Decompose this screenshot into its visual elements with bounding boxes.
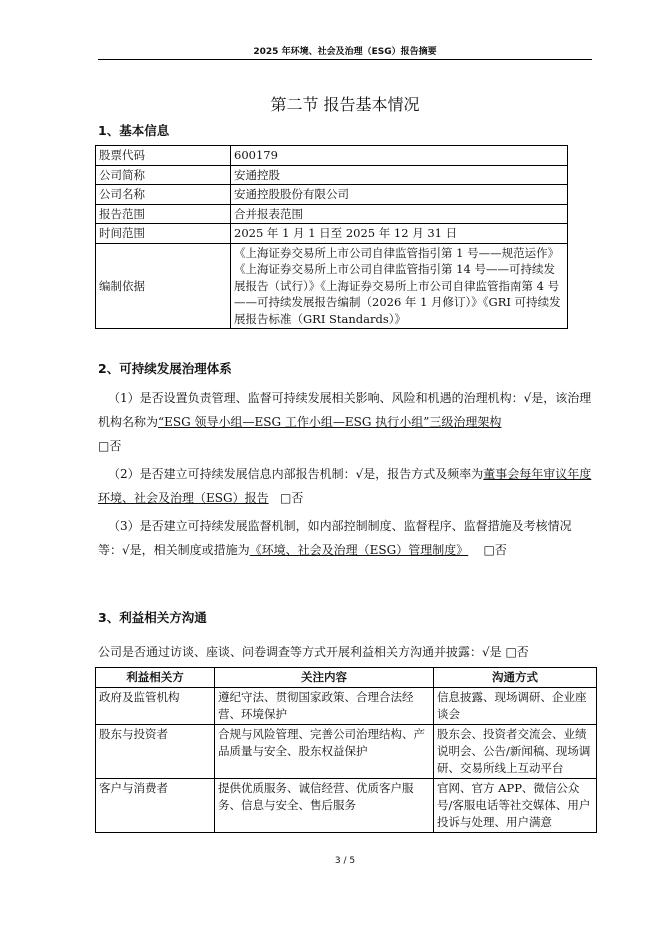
table-row — [96, 243, 568, 329]
page-header: 2025 年环境、社会及治理（ESG）报告摘要 — [253, 47, 437, 57]
method-cell: 股东会、投资者交流会、业绩说明会、公告/新闻稿、现场调研、交易所线上互动平台 — [434, 724, 597, 778]
party-cell: 政府及监管机构 — [96, 687, 215, 724]
row-key: 股票代码 — [96, 146, 231, 166]
basic-info-table — [95, 145, 568, 329]
party-cell: 客户与消费者 — [96, 778, 215, 832]
focus-cell: 提供优质服务、诚信经营、优质客户服务、信息与安全、售后服务 — [215, 778, 434, 832]
q1-text: （1）是否设置负责管理、监督可持续发展相关影响、风险和机遇的治理机构：√是，该治理机构名称为 — [98, 391, 592, 429]
q3-no: □否 — [483, 543, 507, 557]
column-header: 利益相关方 — [96, 668, 215, 688]
row-value: 安通控股股份有限公司 — [231, 185, 568, 205]
governance-q1 — [98, 386, 592, 458]
table-row — [96, 224, 568, 244]
column-header: 关注内容 — [215, 668, 434, 688]
q1-answer: “ESG 领导小组—ESG 工作小组—ESG 执行小组”三级治理架构 — [158, 415, 502, 429]
section-title: 第二节 报告基本情况 — [270, 95, 420, 114]
table-row — [96, 687, 597, 724]
table-row — [96, 778, 597, 832]
q2-text: （2）是否建立可持续发展信息内部报告机制：√是，报告方式及频率为 — [108, 467, 484, 481]
table-header-row — [96, 668, 597, 688]
row-key: 时间范围 — [96, 224, 231, 244]
table-row — [96, 204, 568, 224]
page-number: 3 / 5 — [334, 856, 356, 866]
table-row — [96, 724, 597, 778]
method-cell: 信息披露、现场调研、企业座谈会 — [434, 687, 597, 724]
stakeholder-heading: 3、利益相关方沟通 — [98, 610, 207, 625]
q3-answer: 《环境、社会及治理（ESG）管理制度》 — [249, 543, 469, 557]
stakeholder-intro: 公司是否通过访谈、座谈、问卷调查等方式开展利益相关方沟通并披露：√是 □否 — [98, 645, 529, 659]
q2-answer: 董事会每年审议年度环境、社会及治理（ESG）报告 — [98, 467, 592, 505]
column-header: 沟通方式 — [434, 668, 597, 688]
governance-q3 — [98, 514, 592, 562]
row-value: 2025 年 1 月 1 日至 2025 年 12 月 31 日 — [231, 224, 568, 244]
q1-no: □否 — [98, 439, 122, 453]
focus-cell: 遵纪守法、贯彻国家政策、合理合法经营、环境保护 — [215, 687, 434, 724]
method-cell: 官网、官方 APP、微信公众号/客服电话等社交媒体、用户投诉与处理、用户满意 — [434, 778, 597, 832]
header-rule — [98, 59, 592, 60]
row-value: 600179 — [231, 146, 568, 166]
stakeholder-table — [95, 667, 597, 833]
governance-heading: 2、可持续发展治理体系 — [98, 361, 232, 376]
table-row — [96, 146, 568, 166]
party-cell: 股东与投资者 — [96, 724, 215, 778]
q2-no: □否 — [280, 491, 304, 505]
table-row — [96, 165, 568, 185]
row-key: 编制依据 — [96, 243, 231, 329]
row-key: 报告范围 — [96, 204, 231, 224]
focus-cell: 合规与风险管理、完善公司治理结构、产品质量与安全、股东权益保护 — [215, 724, 434, 778]
table-row — [96, 185, 568, 205]
governance-q2 — [98, 462, 592, 510]
row-key: 公司名称 — [96, 185, 231, 205]
q3-text: （3）是否建立可持续发展监督机制，如内部控制制度、监督程序、监督措施及考核情况等：√是，相关制度或措施为 — [98, 519, 572, 557]
row-value: 《上海证券交易所上市公司自律监管指引第 1 号——规范运作》《上海证券交易所上市公司自律监管指引第 14 号——可持续发展报告（试行）》《上海证券交易所上市公司自律监管指南第 4 号——可持续发展报告编制（2026 年 1 月修订）》《GRI 可持续发展报告标准（GRI Standards）》 — [231, 243, 568, 329]
row-key: 公司简称 — [96, 165, 231, 185]
row-value: 安通控股 — [231, 165, 568, 185]
row-value: 合并报表范围 — [231, 204, 568, 224]
basic-info-heading: 1、基本信息 — [98, 123, 170, 138]
